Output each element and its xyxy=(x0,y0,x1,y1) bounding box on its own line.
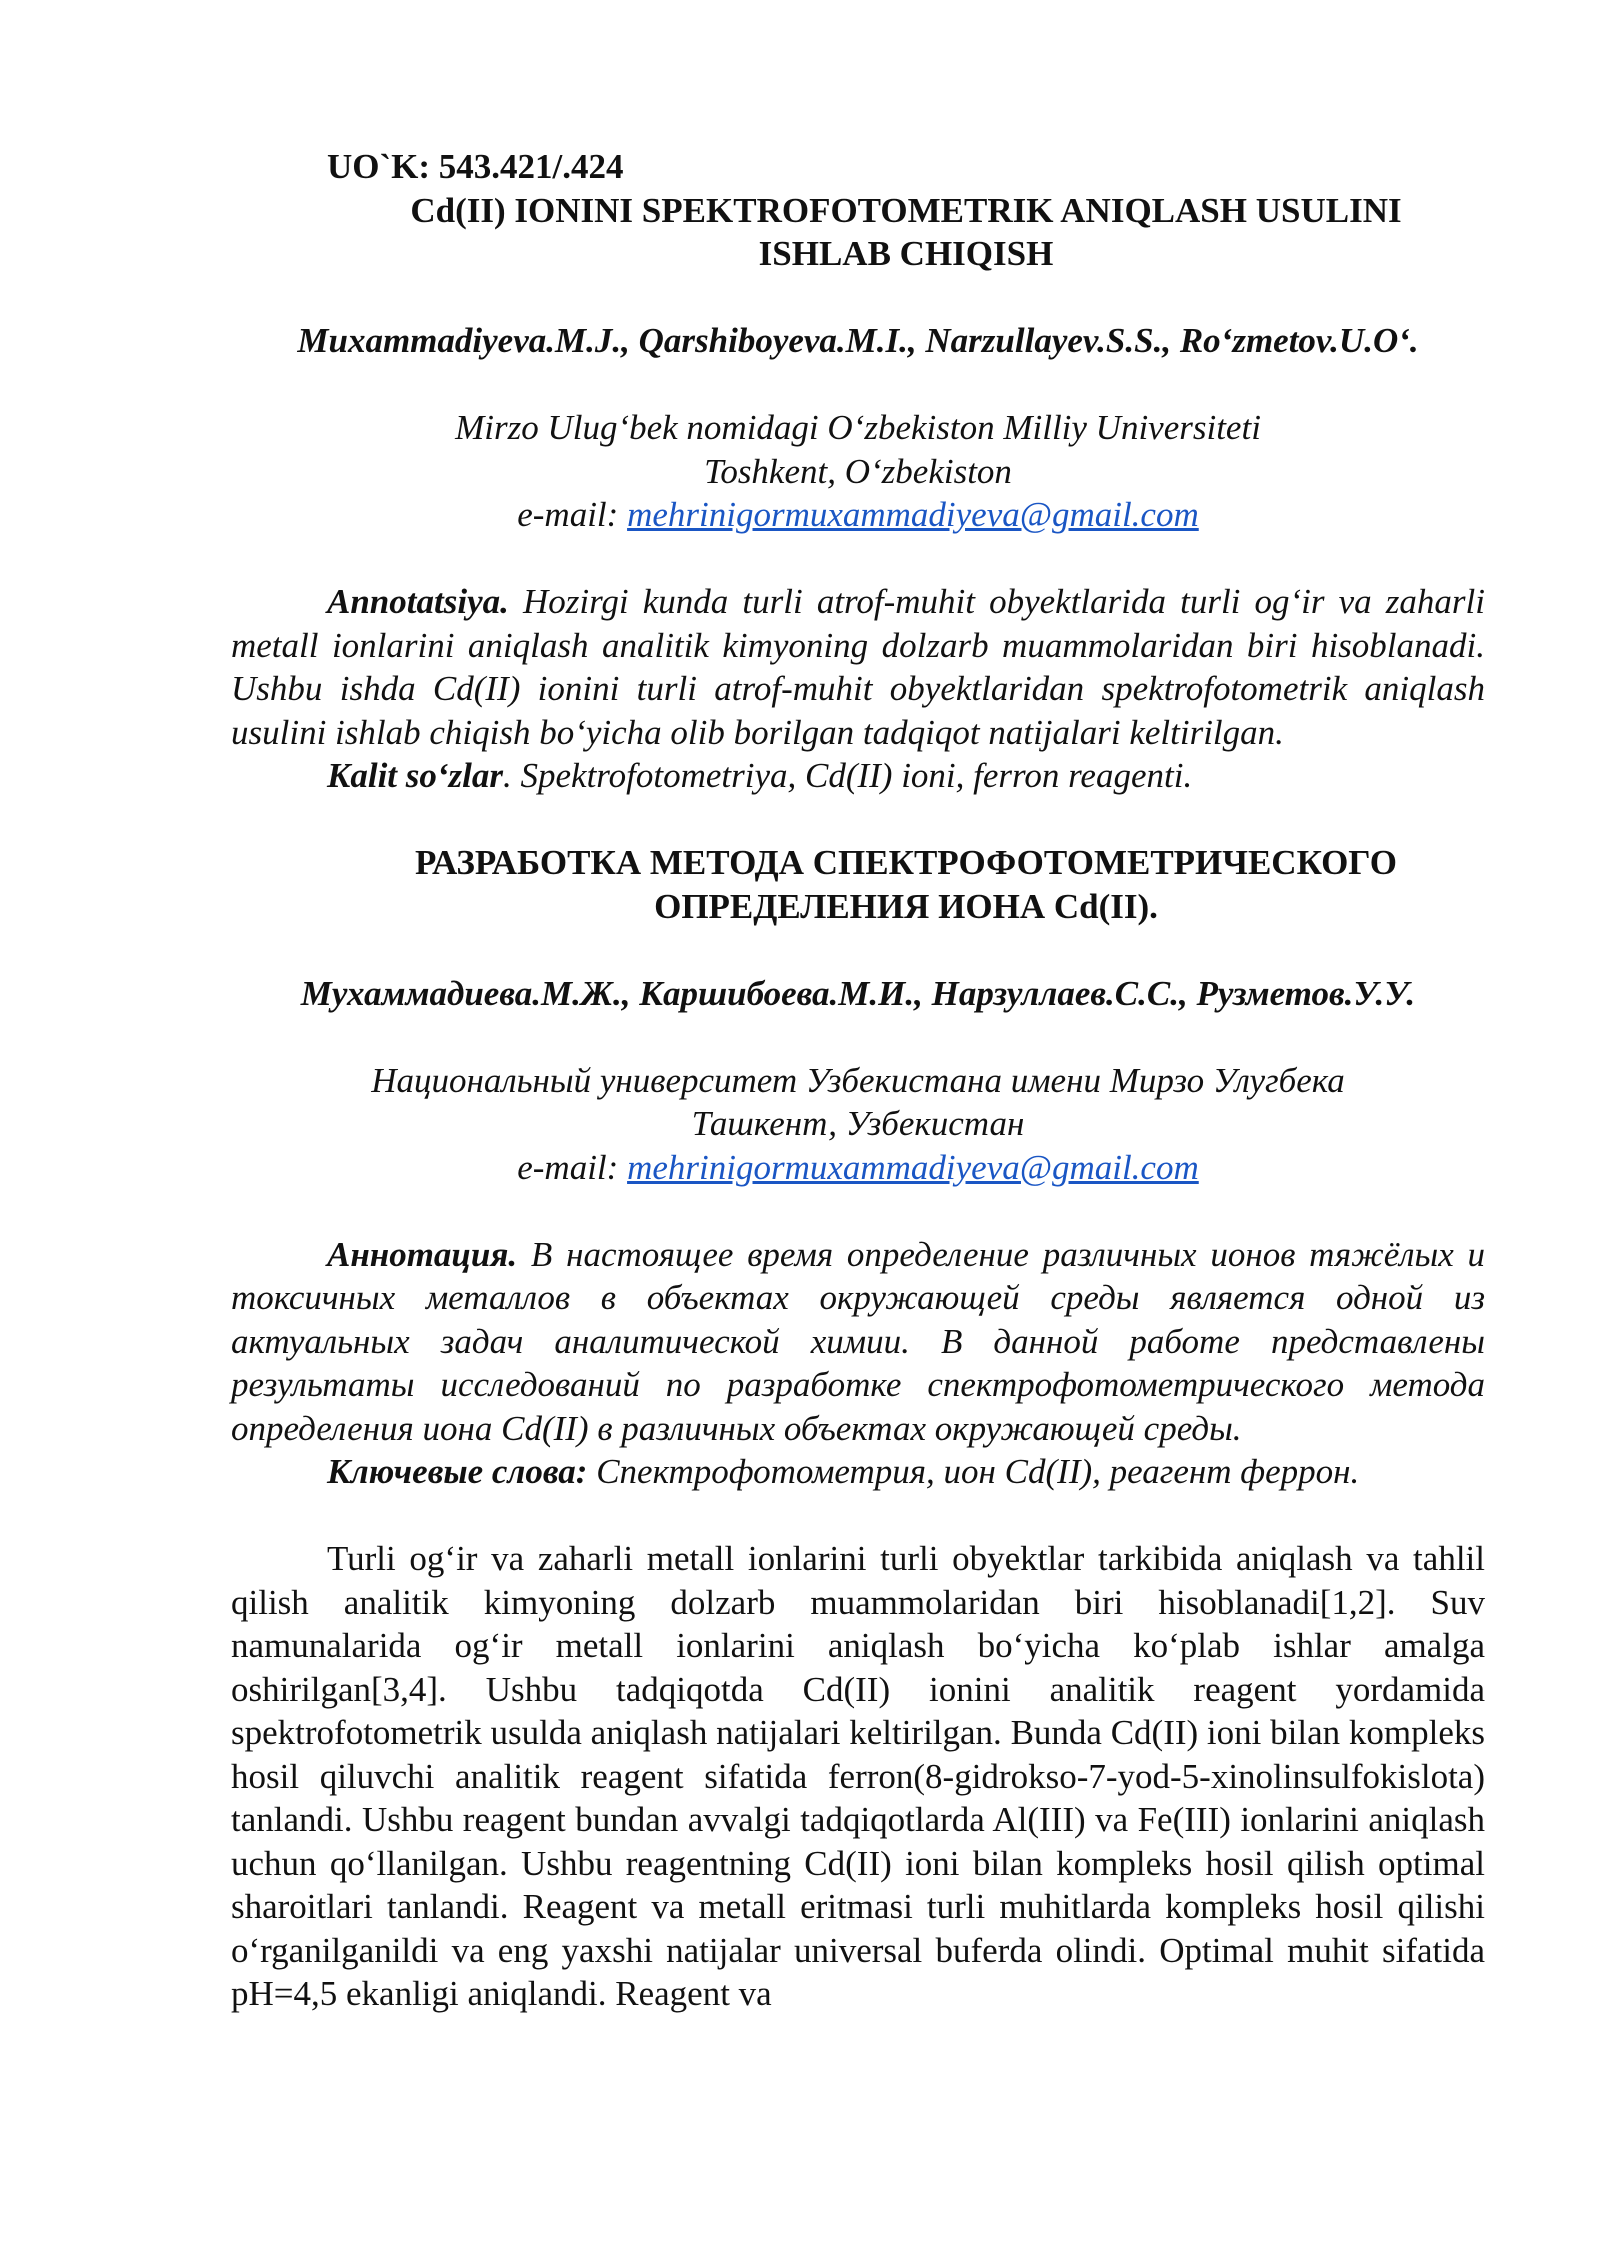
uz-abstract xyxy=(231,580,1485,754)
uz-title xyxy=(327,189,1485,276)
uz-abstract-label: Annotatsiya. xyxy=(327,582,509,621)
ru-authors: Мухаммадиева.М.Ж., Каршибоева.М.И., Нарзуллаев.С.С., Рузметов.У.У. xyxy=(300,973,1416,1013)
uz-keywords-label: Kalit so‘zlar xyxy=(327,756,504,795)
ru-abstract xyxy=(231,1233,1485,1451)
body-paragraph-1: Turli og‘ir va zaharli metall ionlarini turli obyektlar tarkibida aniqlash va tahlil qilish analitik kimyoning dolzarb muammolaridan biri hisoblanadi[1,2]. Suv namunalarida og‘ir metall ionlarini aniqlash bo‘yicha ko‘plab ishlar amalga oshirilgan[3,4]. Ushbu tadqiqotda Cd(II) ionini analitik reagent yordamida spektrofotometrik usulda aniqlash natijalari keltirilgan. Bunda Cd(II) ioni bilan kompleks hosil qiluvchi analitik reagent sifatida ferron(8-gidrokso-7-yod-5-xinolinsulfokislota) tanlandi. Ushbu reagent bundan avvalgi tadqiqotlarda Al(III) va Fe(III) ionlarini aniqlash uchun qo‘llanilgan. Ushbu reagentning Cd(II) ioni bilan kompleks hosil qilish optimal sharoitlari tanlandi. Reagent va metall eritmasi turli muhitlarda kompleks hosil qilishi o‘rganilganildi va eng yaxshi natijalar universal buferda olindi. Optimal muhit sifatida pH=4,5 ekanligi aniqlandi. Reagent va xyxy=(231,1539,1485,2013)
ru-email-line xyxy=(231,1146,1485,1190)
ru-keywords-label: Ключевые слова: xyxy=(327,1452,588,1491)
uz-email-link[interactable]: mehrinigormuxammadiyeva@gmail.com xyxy=(627,495,1199,534)
uz-authors: Muxammadiyeva.M.J., Qarshiboyeva.M.I., Narzullayev.S.S., Ro‘zmetov.U.O‘. xyxy=(297,321,1419,360)
ru-title-line1: РАЗРАБОТКА МЕТОДА СПЕКТРОФОТОМЕТРИЧЕСКОГО xyxy=(415,843,1397,882)
uz-title-line2: ISHLAB CHIQISH xyxy=(758,234,1054,273)
ru-abstract-text: В настоящее время определение различных ионов тяжёлых и токсичных металлов в объектах окружающей среды является одной из актуальных задач аналитической химии. В данной работе представлены результаты исследований по разработке спектрофотометрического метода определения иона Cd(II) в различных объектах окружающей среды. xyxy=(231,1234,1485,1448)
uz-keywords-text: . Spektrofotometriya, Cd(II) ioni, ferron reagenti. xyxy=(503,756,1193,795)
uz-affiliation xyxy=(231,406,1485,537)
ru-keywords-text: Спектрофотометрия, ион Cd(II), реагент феррон. xyxy=(587,1452,1360,1491)
uz-keywords xyxy=(231,754,1485,798)
ru-email-label: e-mail: xyxy=(517,1147,628,1187)
udk-code: UO`K: 543.421/.424 xyxy=(327,147,624,186)
ru-title-line2: ОПРЕДЕЛЕНИЯ ИОНА Cd(II). xyxy=(654,886,1158,926)
ru-affiliation-line1: Национальный университет Узбекистана имени Мирзо Улугбека xyxy=(371,1060,1345,1100)
ru-email-link[interactable]: mehrinigormuxammadiyeva@gmail.com xyxy=(627,1147,1199,1187)
ru-keywords xyxy=(231,1450,1485,1494)
ru-affiliation-line2: Ташкент, Узбекистан xyxy=(691,1104,1025,1143)
uz-abstract-text: Hozirgi kunda turli atrof-muhit obyektlarida turli og‘ir va zaharli metall ionlarini aniqlash analitik kimyoning dolzarb muammolaridan biri hisoblanadi. Ushbu ishda Cd(II) ionini turli atrof-muhit obyektlaridan spektrofotometrik aniqlash usulini ishlab chiqish bo‘yicha olib borilgan tadqiqot natijalari keltirilgan. xyxy=(231,582,1485,752)
uz-affiliation-line2: Toshkent, O‘zbekiston xyxy=(704,451,1012,491)
uz-email-line xyxy=(231,493,1485,537)
document-page xyxy=(231,145,1485,2016)
uz-affiliation-line1: Mirzo Ulug‘bek nomidagi O‘zbekiston Milliy Universiteti xyxy=(455,408,1261,447)
uz-title-line1: Cd(II) IONINI SPEKTROFOTOMETRIK ANIQLASH USULINI xyxy=(410,190,1402,230)
ru-title xyxy=(327,841,1485,928)
uz-email-label: e-mail: xyxy=(517,495,628,534)
ru-abstract-label: Аннотация. xyxy=(327,1234,518,1274)
ru-affiliation xyxy=(231,1059,1485,1190)
